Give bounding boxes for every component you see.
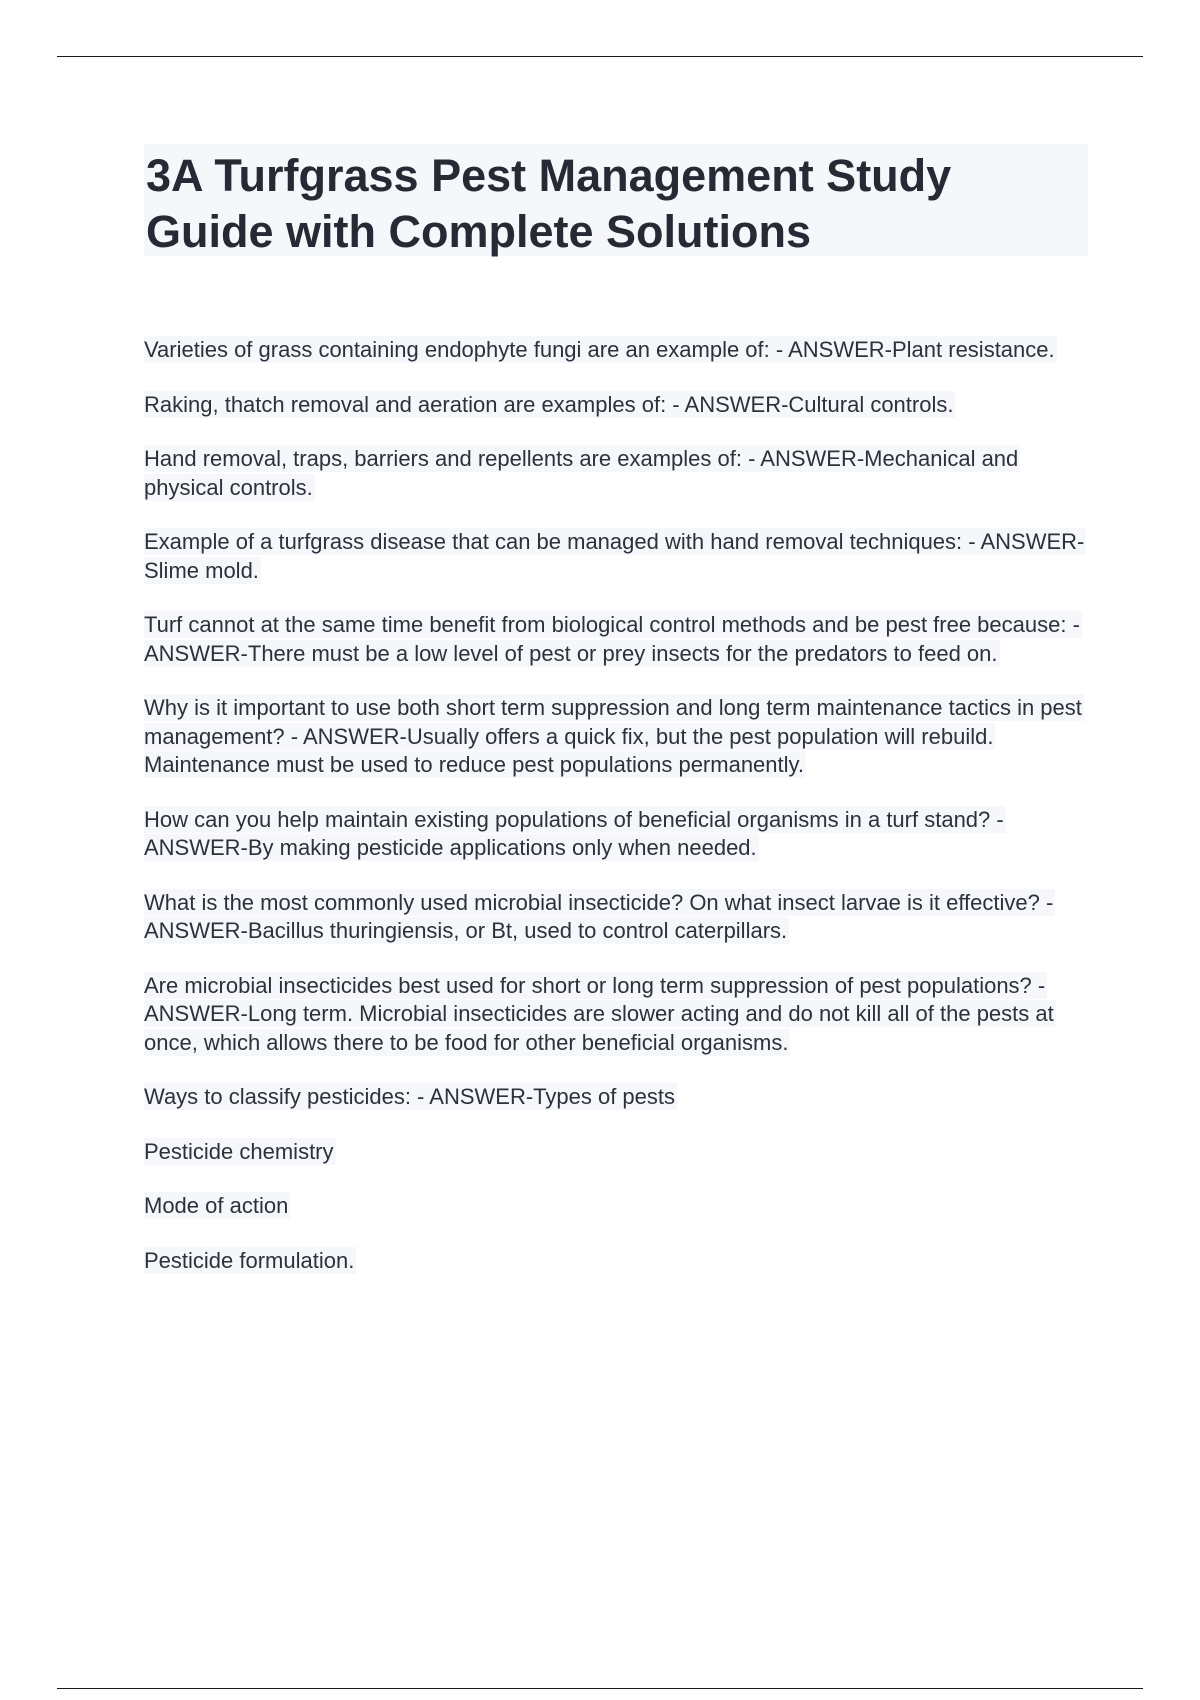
qa-text: Varieties of grass containing endophyte fungi are an example of: - ANSWER-Plant resistance. [144, 337, 1055, 362]
bottom-divider [57, 1688, 1143, 1689]
qa-item [144, 391, 1088, 420]
qa-item [144, 611, 1088, 668]
qa-text: Why is it important to use both short term suppression and long term maintenance tactics in pest management? - ANSWER-Usually offers a quick fix, but the pest population will rebuild. Maintenance must be used to reduce pest populations permanently. [144, 695, 1082, 777]
qa-item [144, 694, 1088, 780]
qa-text: Turf cannot at the same time benefit from biological control methods and be pest free because: - ANSWER-There must be a low level of pest or prey insects for the predators to feed on. [144, 612, 1080, 666]
qa-text: Are microbial insecticides best used for short or long term suppression of pest populations? - ANSWER-Long term. Microbial insecticides are slower acting and do not kill all of the pests at once, which allows there to be food for other beneficial organisms. [144, 972, 1054, 1055]
qa-text: Pesticide chemistry [144, 1138, 334, 1164]
qa-item [144, 806, 1088, 863]
qa-item [144, 972, 1088, 1058]
qa-text: Ways to classify pesticides: - ANSWER-Types of pests [144, 1084, 676, 1109]
qa-item [144, 445, 1088, 502]
qa-item [144, 889, 1088, 946]
qa-item [144, 528, 1088, 585]
qa-item [144, 1083, 1088, 1112]
top-divider [57, 56, 1143, 57]
qa-item [144, 336, 1088, 365]
qa-item [144, 1138, 1088, 1167]
qa-text: Hand removal, traps, barriers and repellents are examples of: - ANSWER-Mechanical and physical controls. [144, 446, 1019, 500]
qa-item [144, 1192, 1088, 1221]
qa-text: Raking, thatch removal and aeration are examples of: - ANSWER-Cultural controls. [144, 391, 954, 417]
qa-item [144, 1247, 1088, 1276]
qa-text: Mode of action [144, 1193, 289, 1218]
qa-list [144, 336, 1088, 1301]
qa-text: Pesticide formulation. [144, 1247, 355, 1273]
qa-text: What is the most commonly used microbial insecticide? On what insect larvae is it effective? - ANSWER-Bacillus thuringiensis, or Bt, used to control caterpillars. [144, 889, 1054, 943]
qa-text: How can you help maintain existing populations of beneficial organisms in a turf stand? - ANSWER-By making pesticide applications only when needed. [144, 806, 1004, 860]
qa-text: Example of a turfgrass disease that can be managed with hand removal techniques: - ANSWER-Slime mold. [144, 529, 1085, 583]
title-block [144, 144, 1088, 256]
document-title: 3A Turfgrass Pest Management Study Guide with Complete Solutions [146, 150, 952, 257]
